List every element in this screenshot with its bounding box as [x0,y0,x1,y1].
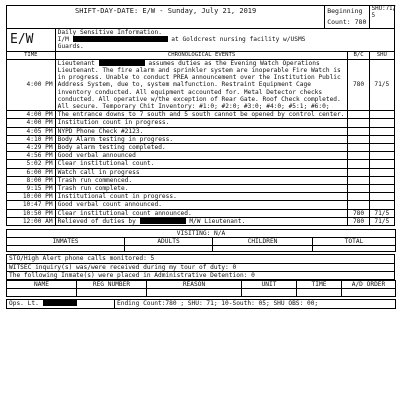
log-entry: 10:00 PM Institutional count in progress. [7,193,395,201]
visiting-total: TOTAL [313,238,396,246]
col-bc: B/C [348,51,369,59]
ops-lt: Ops. Lt. [7,300,115,308]
log-entry: 9:15 PM Trash run complete. [7,185,395,193]
detention-table [6,280,396,297]
log-entry-text: Lieutenant assumes duties as the Evening Watch Operations Lieutenant. The fire alarm and sprinkler system are inoperable Fire Watch is in progress. Unable to conduct PREA announcement over the Institution Public Address System, due to, system malfunction. Restraint Equipment Cage inventory conducted. All equipment accounted for. Metal Detector checks conducted. All operative w/the exception of Rear Gate. Roof Check completed. All secure. Temporary Chit Inventory: #1:0; #2:0; #3:0; #4:0; #5:1; #6:0; [55,59,348,110]
log-entry: 4:00 PM The entrance downs to 7 south and 5 south cannot be opened by control center. [7,111,395,119]
visiting-title: VISITING: N/A [7,230,396,238]
redaction-bar [73,36,168,42]
log-entry: 5:02 PM Clear institutional count. [7,160,395,168]
col-events: CHRONOLOGICAL EVENTS [55,51,348,59]
log-entry: 4:00 PM Lieutenant assumes duties as the Evening Watch Operations Lieutenant. The fire alarm and sprinkler system are inoperable Fire Watch is in progress. Unable to conduct PREA announcement over the Institution Public Address System, due to, system malfunction. Restraint Equipment Cage inventory conducted. All equipment accounted for. Metal Detector checks conducted. All operative w/the exception of Rear Gate. Roof Check completed. All secure. Temporary Chit Inventory: #1:0; #2:0; #3:0; #4:0; #5:1; #6:0; 780 71/5 [7,59,395,110]
sto-note: STO/High Alert phone calls monitored: 5 [7,255,395,263]
log-entry-text: Relieved of duties by M/W Lieutenant. [55,217,348,225]
visiting-adults: ADULTS [125,238,213,246]
ending-count: Ending Count:780 ; SHU: 71; 10-South: 05; SHU OBS: 00; [115,300,396,308]
log-entry: 6:00 PM Watch call in progress [7,168,395,176]
col-name: NAME [7,281,77,289]
visiting-table [6,229,396,252]
log-entry: 4:56 PM Good verbal announced [7,152,395,160]
admin-detention-note: The following Inmate(s) were placed in Administrative Detention: 0 [7,271,395,279]
log-entry: 4:00 PM Institution count in progress. [7,119,395,127]
daily-sensitive-info: Daily Sensitive Information. I/M at Goldcrest nursing facility w/USMS Guards. [55,29,394,52]
col-reg-number: REG NUMBER [77,281,147,289]
shift-log-table [6,5,395,226]
footer-table [6,299,396,308]
header-row [7,6,395,29]
col-unit: UNIT [242,281,297,289]
visiting-inmates: INMATES [7,238,125,246]
log-entry: 4:05 PM NYPD Phone Check #2123. [7,127,395,135]
log-entry: 4:10 PM Body Alarm testing in progress. [7,135,395,143]
redaction-bar [140,218,186,224]
shift-code: E/W [7,29,56,52]
shift-day-date: SHIFT-DAY-DATE: E/W - Sunday, July 21, 2019 [7,6,325,29]
col-reason: REASON [147,281,242,289]
shift-log-page [6,5,395,309]
visiting-children: CHILDREN [213,238,313,246]
redaction-bar [43,300,77,306]
log-entry: 8:00 PM Trash run commenced. [7,176,395,184]
col-shu: SHU [369,51,394,59]
log-entry: 10:47 PM Good verbal count announced. [7,201,395,209]
log-entry: 12:00 AM Relieved of duties by M/W Lieutenant. 780 71/5 [7,217,395,225]
col-time: TIME [7,51,56,59]
shu-count: SHU:71/ 5 [369,6,394,29]
beginning-count: Beginning Count: 780 [325,6,369,29]
col-ad-order: A/D ORDER [342,281,396,289]
notes-table [6,254,395,280]
witsec-note: WITSEC inquiry(s) was/were received during my tour of duty: 0 [7,263,395,271]
column-header-row [7,51,395,59]
intro-row [7,29,395,52]
col-time: TIME [297,281,342,289]
log-entry: 4:29 PM Body alarm testing completed. [7,144,395,152]
redaction-bar [99,60,145,66]
log-entry: 10:50 PM Clear institutional count announced. 780 71/5 [7,209,395,217]
